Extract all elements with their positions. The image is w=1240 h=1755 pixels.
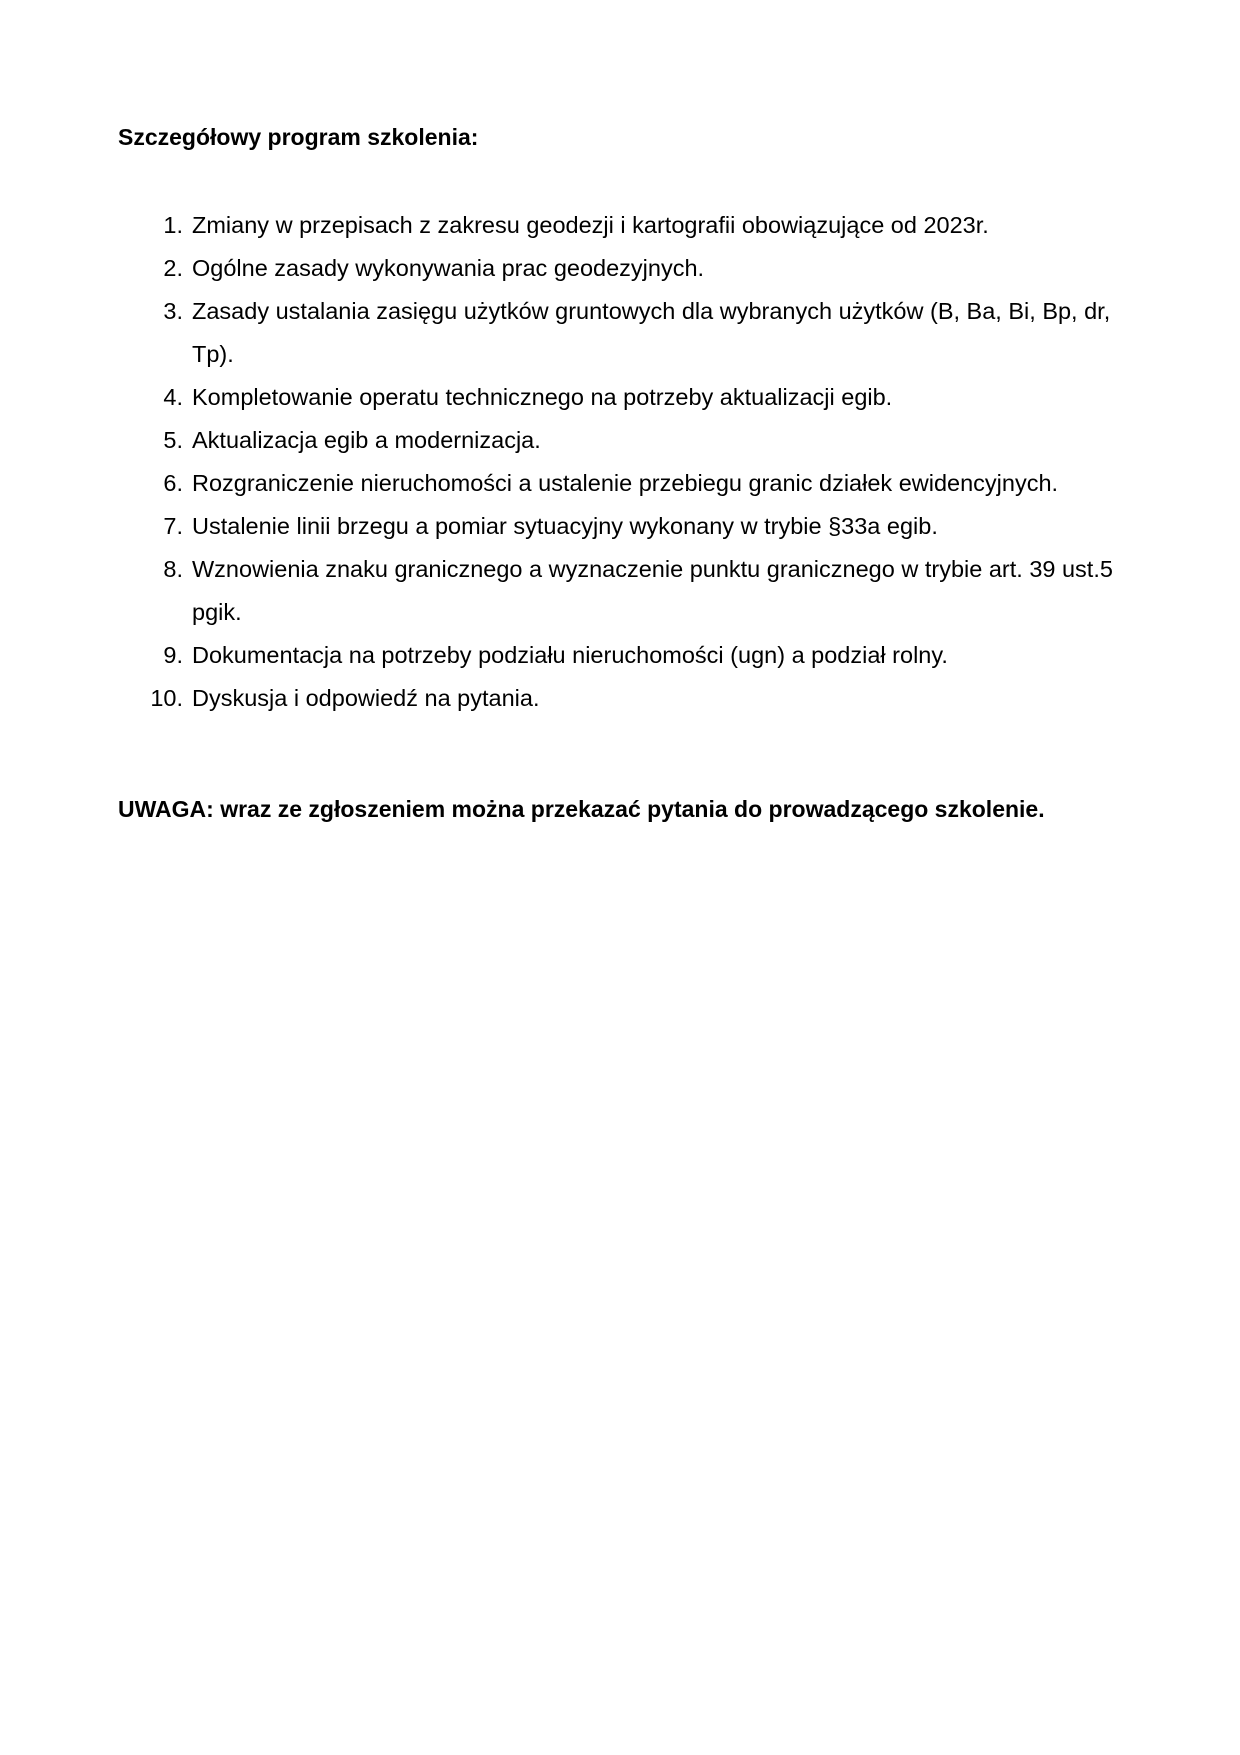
note-text: UWAGA: wraz ze zgłoszeniem można przekazać pytania do prowadzącego szkolenie. bbox=[118, 796, 1045, 822]
list-item bbox=[118, 505, 1138, 548]
list-item bbox=[118, 634, 1138, 677]
list-item bbox=[118, 204, 1138, 247]
list-item-text: Rozgraniczenie nieruchomości a ustalenie przebiegu granic działek ewidencyjnych. bbox=[192, 470, 1059, 496]
list-item bbox=[118, 290, 1138, 376]
list-item-number: 7. bbox=[163, 513, 183, 539]
list-item-text: Dyskusja i odpowiedź na pytania. bbox=[192, 685, 540, 711]
list-item bbox=[118, 462, 1138, 505]
list-item-number: 9. bbox=[163, 642, 183, 668]
list-item-number: 4. bbox=[163, 384, 183, 410]
list-item-text: Ustalenie linii brzegu a pomiar sytuacyjny wykonany w trybie §33a egib. bbox=[192, 513, 938, 539]
list-item-number: 1. bbox=[163, 212, 183, 238]
list-item bbox=[118, 548, 1138, 634]
list-item-number: 3. bbox=[163, 298, 183, 324]
list-item-number: 6. bbox=[163, 470, 183, 496]
list-item-text: Aktualizacja egib a modernizacja. bbox=[192, 427, 541, 453]
list-item-number: 2. bbox=[163, 255, 183, 281]
list-item-number: 10. bbox=[150, 685, 183, 711]
program-list bbox=[118, 204, 1138, 720]
list-item-number: 8. bbox=[163, 556, 183, 582]
list-item-text: Zmiany w przepisach z zakresu geodezji i kartografii obowiązujące od 2023r. bbox=[192, 212, 989, 238]
list-item bbox=[118, 677, 1138, 720]
list-item bbox=[118, 247, 1138, 290]
list-item bbox=[118, 419, 1138, 462]
list-item-text: Ogólne zasady wykonywania prac geodezyjnych. bbox=[192, 255, 705, 281]
list-item-number: 5. bbox=[163, 427, 183, 453]
list-item-text: Dokumentacja na potrzeby podziału nieruchomości (ugn) a podział rolny. bbox=[192, 642, 948, 668]
list-item-text: Zasady ustalania zasięgu użytków gruntowych dla wybranych użytków (B, Ba, Bi, Bp, dr, Tp). bbox=[192, 298, 1111, 367]
page-title: Szczegółowy program szkolenia: bbox=[118, 124, 479, 150]
list-item bbox=[118, 376, 1138, 419]
list-item-text: Wznowienia znaku granicznego a wyznaczenie punktu granicznego w trybie art. 39 ust.5 pgik. bbox=[192, 556, 1113, 625]
list-item-text: Kompletowanie operatu technicznego na potrzeby aktualizacji egib. bbox=[192, 384, 893, 410]
